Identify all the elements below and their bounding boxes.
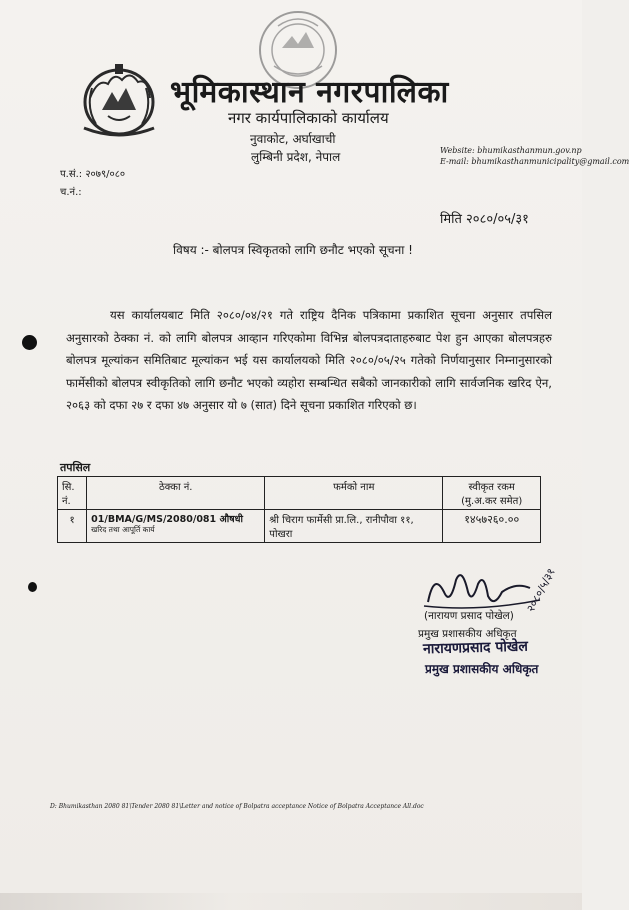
page-bottom-shadow	[0, 893, 582, 910]
stamp-name: नारायणप्रसाद पोखेल	[422, 638, 529, 658]
cell-amount: १४५७२६०.००	[443, 510, 541, 543]
organization-name: भूमिकास्थान नगरपालिका	[170, 75, 449, 110]
details-table	[57, 476, 541, 543]
email-text: E-mail: bhumikasthanmunicipality@gmail.com	[440, 157, 629, 166]
header-amount-line1: स्वीकृत रकम	[468, 482, 515, 493]
website-text: Website: bhumikasthanmun.gov.np	[440, 146, 582, 155]
header-sn: सि. नं.	[58, 477, 87, 510]
table-caption: तपसिल	[60, 461, 91, 474]
nepal-emblem-icon	[78, 58, 160, 138]
file-path-footer: D: Bhumikasthan 2080 81\Tender 2080 81\Letter and notice of Bolpatra acceptance Notice of Bolpatra Acceptance All.doc	[50, 803, 424, 810]
signatory-title: प्रमुख प्रशासकीय अधिकृत	[418, 628, 517, 640]
stamp-title: प्रमुख प्रशासकीय अधिकृत	[425, 662, 539, 676]
table-header-row	[58, 477, 541, 510]
letter-body: यस कार्यालयबाट मिति २०८०/०४/२१ गते राष्ट्रिय दैनिक पत्रिकामा प्रकाशित सूचना अनुसार तपसिल अनुसारको ठेक्का नं. को लागि बोलपत्र आव्हान गरिएकोमा विभिन्न बोलपत्रदाताहरुबाट पेश हुन आएका बोलपत्रहरु बोलपत्र मूल्यांकन समितिबाट मूल्यांकन भई यस कार्यालयको मिति २०८०/०५/२५ गतेको निर्णयानुसार निम्नानुसारको फार्मेसीको बोलपत्र स्वीकृतिको लागि छनौट भएको व्यहोरा सम्बन्धित सबैको जानकारीको लागि सार्वजनिक खरिद ऐन, २०६३ को दफा २७ र दफा ४७ अनुसार यो ७ (सात) दिने सूचना प्रकाशित गरिएको छ।	[66, 308, 552, 412]
contact-block	[440, 145, 629, 167]
contract-description: खरिद तथा आपूर्ति कार्य	[91, 525, 155, 534]
cell-sn: १	[58, 510, 87, 543]
cell-firm: श्री चिराग फार्मेसी प्रा.लि., रानीपौवा ११, पोखरा	[265, 510, 443, 543]
signatory-name: (नारायण प्रसाद पोखेल)	[424, 610, 514, 622]
address-line-2: लुम्बिनी प्रदेश, नेपाल	[251, 150, 341, 164]
contract-number: 01/BMA/G/MS/2080/081 औषधी	[91, 514, 243, 525]
table-row	[58, 510, 541, 543]
header-firm: फर्मको नाम	[265, 477, 443, 510]
office-name: नगर कार्यपालिकाको कार्यालय	[228, 109, 389, 127]
header-amount-line2: (मु.अ.कर समेत)	[461, 496, 523, 507]
header-amount	[443, 477, 541, 510]
header-contract: ठेक्का नं.	[87, 477, 265, 510]
signature-mark	[420, 562, 558, 614]
cell-contract	[87, 510, 265, 543]
address-line-1: नुवाकोट, अर्घाखाची	[250, 132, 336, 146]
letter-subject: विषय :- बोलपत्र स्विकृतको लागि छनौट भएको सूचना !	[173, 243, 413, 257]
punch-hole	[28, 582, 37, 592]
signature-date: २०८०/५/३१	[524, 566, 558, 615]
letter-date: मिति २०८०/०५/३१	[440, 212, 529, 227]
punch-hole	[22, 335, 37, 350]
reference-number: प.सं.: २०७९/०८०	[60, 169, 126, 180]
dispatch-number: च.नं.:	[60, 187, 82, 198]
